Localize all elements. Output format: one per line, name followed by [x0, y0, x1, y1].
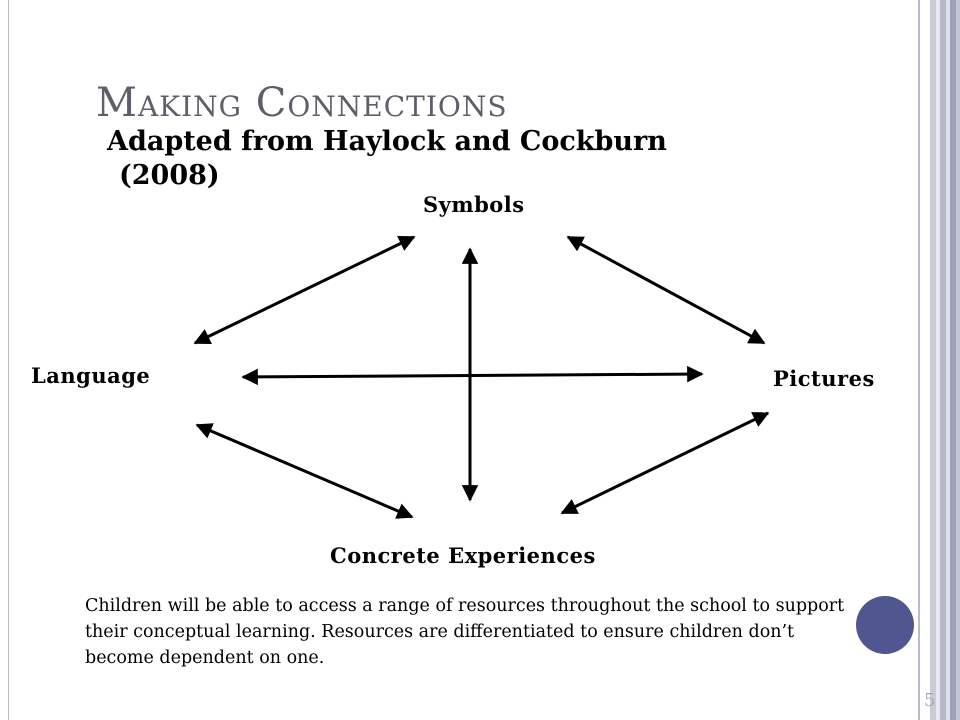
arrow-pictures-concrete — [562, 413, 768, 513]
subtitle-line-2: (2008) — [119, 160, 220, 191]
subtitle-line-1: Adapted from Haylock and Cockburn — [107, 126, 667, 157]
arrow-language-pictures — [243, 374, 702, 377]
decorative-circle — [856, 596, 914, 654]
node-symbols: Symbols — [423, 192, 525, 217]
node-concrete-experiences: Concrete Experiences — [330, 543, 596, 568]
arrow-symbols-language — [195, 237, 414, 343]
slide-number: 5 — [924, 690, 936, 711]
slide-title: Making Connections — [96, 80, 508, 126]
arrow-symbols-pictures — [568, 237, 764, 343]
arrow-language-concrete — [197, 425, 412, 517]
node-pictures: Pictures — [773, 366, 875, 391]
node-language: Language — [31, 363, 151, 388]
explanatory-note: Children will be able to access a range of resources throughout the school to support their conceptual learning. Resources are differentiated to ensure children don’t become dependent on one. — [85, 596, 845, 668]
